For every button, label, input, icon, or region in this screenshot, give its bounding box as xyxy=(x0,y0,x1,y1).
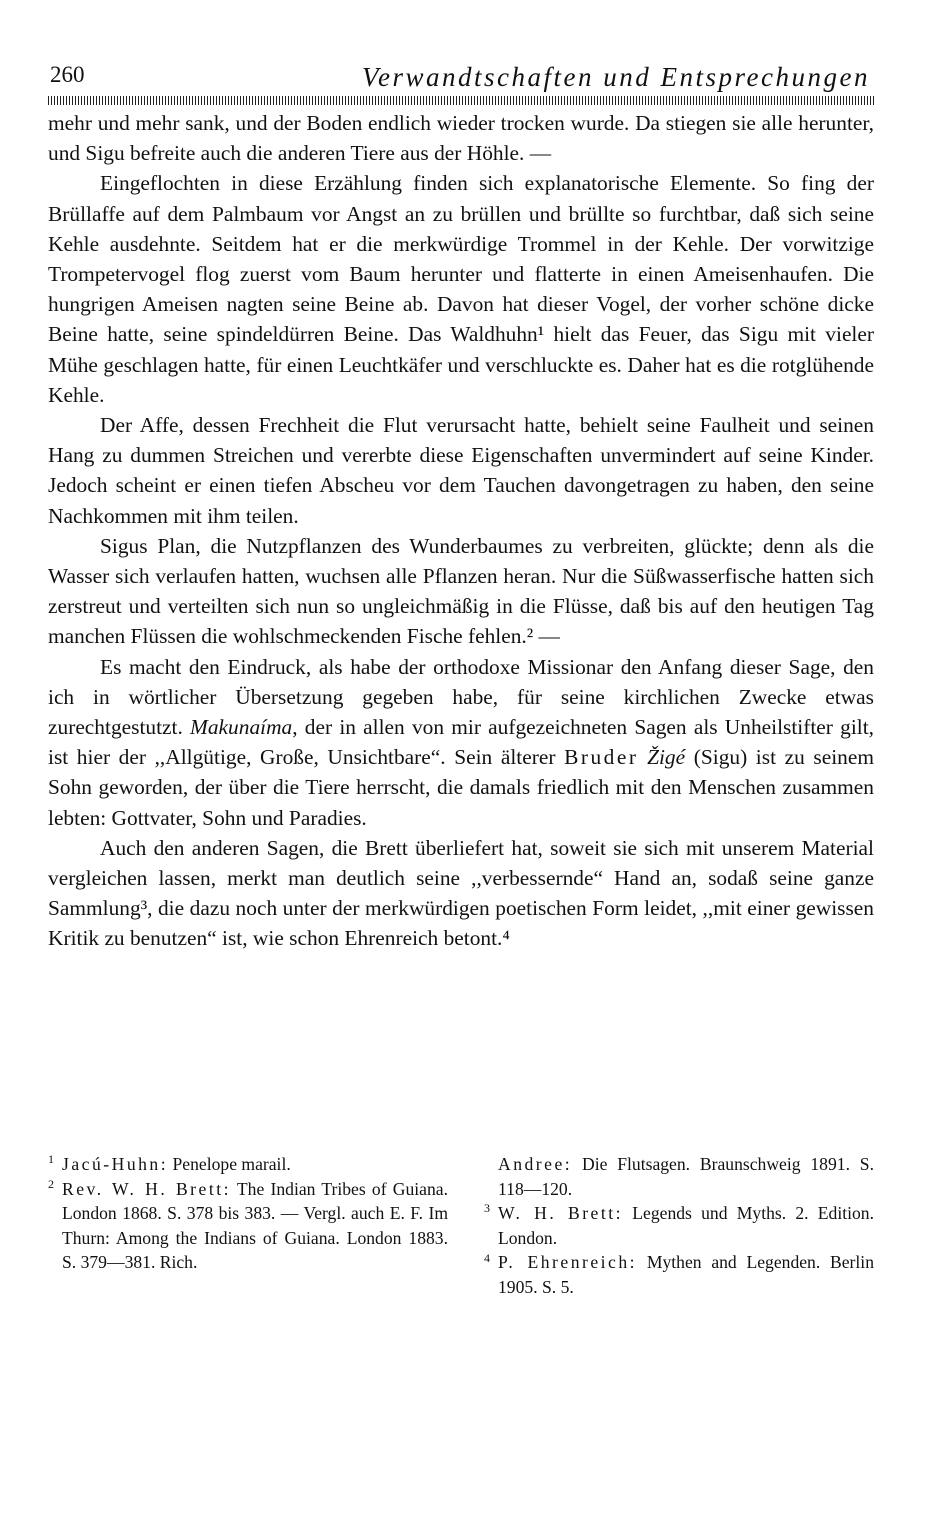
header-rule xyxy=(48,96,874,105)
paragraph: Sigus Plan, die Nutzpflanzen des Wunderbaumes zu verbreiten, glückte; denn als die Wasser sich verlaufen hatten, wuchsen alle Pflanzen heran. Nur die Süßwasserfische hatten sich zerstreut und verteilten sich nun so ungleichmäßig in die Flüsse, daß bis auf den heutigen Tag manchen Flüssen die wohlschmeckenden Fische fehlen.² — xyxy=(48,533,874,649)
footnote-4: 4 P. Ehrenreich: Mythen and Legenden. Berlin 1905. S. 5. xyxy=(484,1250,874,1297)
name-zige: Žigé xyxy=(647,745,686,770)
paragraph: Eingeflochten in diese Erzählung finden sich explanatorische Elemente. So fing der Brüllaffe auf dem Palmbaum vor Angst an zu brüllen und brüllte so furchtbar, daß sich seine Kehle ausdehnte. Seitdem hat er die merkwürdige Trommel in der Kehle. Der vorwitzige Trompetervogel flog zuerst vom Baum herunter und flatterte in einen Ameisenhaufen. Die hungrigen Ameisen nagten seine Beine ab. Davon hat dieser Vogel, der vorher schöne dicke Beine hatte, seine spindeldürren Beine. Das Waldhuhn¹ hielt das Feuer, das Sigu mit vieler Mühe geschlagen hatte, für einen Leuchtkäfer und verschluckte es. Daher hat es die rotglühende Kehle. xyxy=(48,171,874,407)
body-text xyxy=(48,108,874,954)
running-title: Verwandtschaften und Entsprechungen xyxy=(362,62,870,92)
book-page xyxy=(48,62,875,1297)
footnotes-right-column xyxy=(484,1152,874,1300)
page-number: 260 xyxy=(50,62,85,87)
page-header xyxy=(48,62,874,94)
footnote-3: 3 W. H. Brett: Legends und Myths. 2. Edition. London. xyxy=(484,1201,874,1248)
footnotes-left-column xyxy=(48,1152,448,1275)
paragraph: Es macht den Eindruck, als habe der orthodoxe Missionar den Anfang dieser Sage, den ich in wörtlicher Übersetzung gegeben habe, für seine kirchlichen Zwecke etwas zurechtgestutzt. Makunaíma, der in allen von mir aufgezeichneten Sagen als Unheilstifter gilt, ist hier der ,,Allgütige, Große, Unsichtbare“. Sein älterer Bruder Žigé (Sigu) ist zu seinem Sohn geworden, der über die Tiere herrscht, die damals friedlich mit den Menschen zusammen lebten: Gottvater, Sohn und Paradies. xyxy=(48,654,875,830)
name-makunaima: Makunaíma xyxy=(190,715,293,740)
footnote-1: 1 Jacú-Huhn: Penelope marail. xyxy=(48,1152,291,1174)
footnote-2-continued: Andree: Die Flutsagen. Braunschweig 1891. S. 118—120. xyxy=(498,1154,874,1199)
paragraph: Auch den anderen Sagen, die Brett überliefert hat, soweit sie sich mit unserem Material vergleichen lassen, merkt man deutlich seine ,,verbessernde“ Hand an, sodaß seine ganze Sammlung³, die dazu noch unter der merkwürdigen poetischen Form leidet, ,,mit einer gewissen Kritik zu benutzen“ ist, wie schon Ehrenreich betont.⁴ xyxy=(48,835,874,951)
footnote-2: 2 Rev. W. H. Brett: The Indian Tribes of Guiana. London 1868. S. 378 bis 383. — Vergl. auch E. F. Im Thurn: Among the Indians of Guiana. London 1883. S. 379—381. Rich. xyxy=(48,1176,448,1273)
paragraph: Der Affe, dessen Frechheit die Flut verursacht hatte, behielt seine Faulheit und seinen Hang zu dummen Streichen und vererbte diese Eigenschaften unvermindert auf seine Kinder. Jedoch scheint er einen tiefen Abscheu vor dem Tauchen davongetragen zu haben, den seine Nachkommen mit ihm teilen. xyxy=(48,413,874,528)
paragraph: mehr und mehr sank, und der Boden endlich wieder trocken wurde. Da stiegen sie alle herunter, und Sigu befreite auch die anderen Tiere aus der Höhle. — xyxy=(48,111,874,166)
